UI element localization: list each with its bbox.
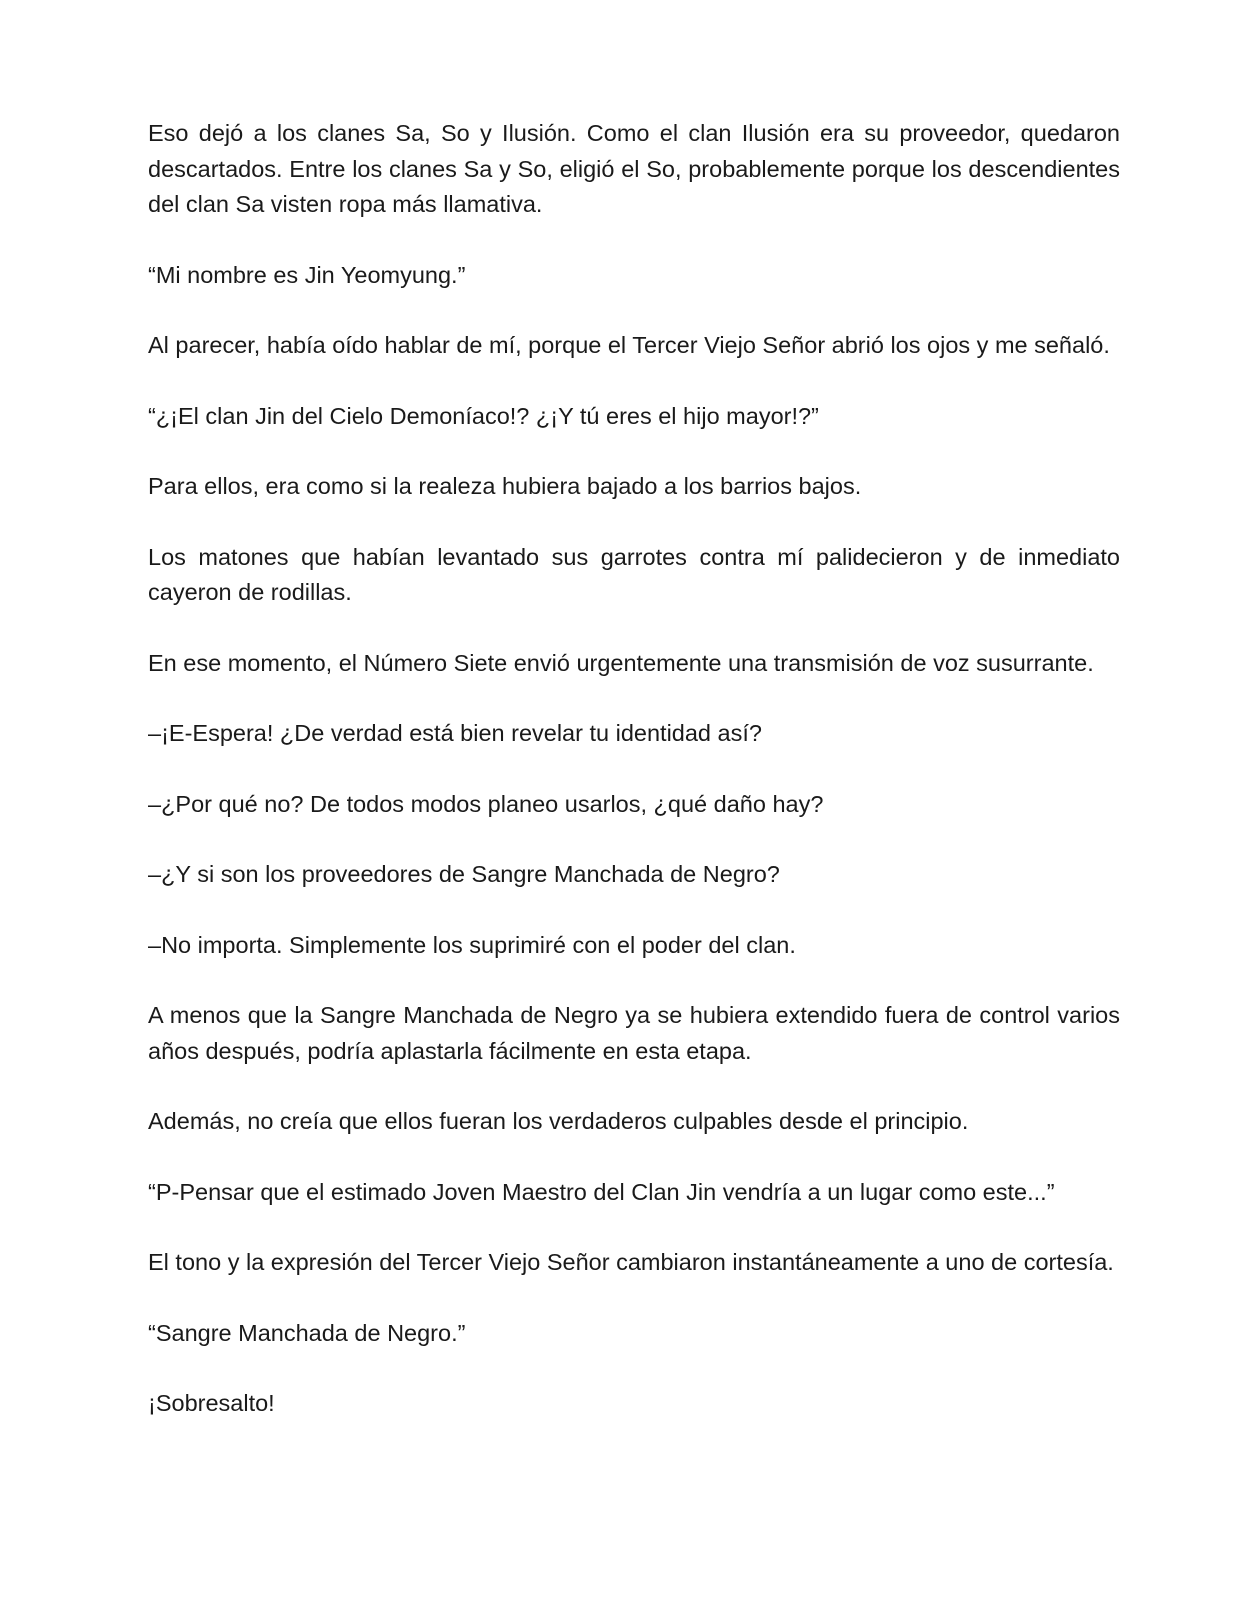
document-body bbox=[148, 116, 1120, 1457]
paragraph: En ese momento, el Número Siete envió urgentemente una transmisión de voz susurrante. bbox=[148, 649, 1094, 676]
paragraph: Al parecer, había oído hablar de mí, porque el Tercer Viejo Señor abrió los ojos y me señaló. bbox=[148, 332, 1110, 358]
paragraph: Eso dejó a los clanes Sa, So y Ilusión. Como el clan Ilusión era su proveedor, quedaron descartados. Entre los clanes Sa y So, eligió el So, probablemente porque los descendientes del clan Sa visten ropa más llamativa. bbox=[148, 120, 1120, 217]
paragraph: A menos que la Sangre Manchada de Negro ya se hubiera extendido fuera de control varios años después, podría aplastarla fácilmente en esta etapa. bbox=[148, 1002, 1120, 1064]
paragraph: Para ellos, era como si la realeza hubiera bajado a los barrios bajos. bbox=[148, 473, 862, 499]
dialogue-line: “Mi nombre es Jin Yeomyung.” bbox=[148, 261, 466, 288]
dialogue-line: “Sangre Manchada de Negro.” bbox=[148, 1319, 466, 1346]
voice-transmission-line: –No importa. Simplemente los suprimiré con el poder del clan. bbox=[148, 931, 796, 958]
exclamation-line: ¡Sobresalto! bbox=[148, 1390, 275, 1416]
voice-transmission-line: –¿Por qué no? De todos modos planeo usarlos, ¿qué daño hay? bbox=[148, 790, 824, 817]
paragraph: El tono y la expresión del Tercer Viejo Señor cambiaron instantáneamente a uno de cortesía. bbox=[148, 1249, 1114, 1275]
paragraph: Además, no creía que ellos fueran los verdaderos culpables desde el principio. bbox=[148, 1108, 969, 1134]
voice-transmission-line: –¡E-Espera! ¿De verdad está bien revelar tu identidad así? bbox=[148, 720, 762, 746]
voice-transmission-line: –¿Y si son los proveedores de Sangre Manchada de Negro? bbox=[148, 861, 780, 887]
paragraph: Los matones que habían levantado sus garrotes contra mí palidecieron y de inmediato cayeron de rodillas. bbox=[148, 543, 1120, 605]
dialogue-line: “¿¡El clan Jin del Cielo Demoníaco!? ¿¡Y tú eres el hijo mayor!?” bbox=[148, 402, 819, 429]
dialogue-line: “P-Pensar que el estimado Joven Maestro del Clan Jin vendría a un lugar como este...” bbox=[148, 1178, 1055, 1205]
